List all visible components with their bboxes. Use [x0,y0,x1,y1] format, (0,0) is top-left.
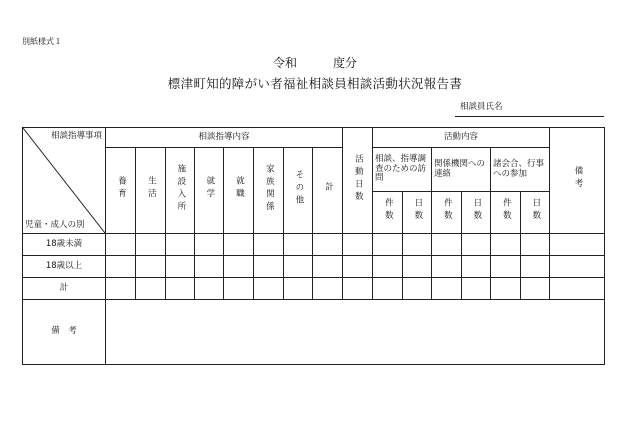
activity-report-table [22,127,605,365]
era-label: 令和 [272,56,297,70]
corner-cell [23,128,106,234]
counselor-name-label: 相談員氏名 [460,102,503,112]
count-label: 件数 [491,192,521,234]
days-label: 日数 [403,192,432,234]
guidance-item-2: 施設入所 [166,148,195,234]
guidance-content-header: 相談指導内容 [106,128,343,148]
corner-top-label: 相談指導事項 [50,131,102,141]
period-suffix: 度分 [333,56,358,70]
corner-bottom-label: 児童・成人の別 [25,219,85,230]
guidance-item-1: 生活 [136,148,166,234]
guidance-item-5: 家族関係 [254,148,284,234]
row-label-total: 計 [23,278,106,300]
corner-diagonal [23,128,105,233]
table-row [23,234,605,256]
row-label-18-and-over: 18歳以上 [23,256,106,278]
count-label: 件数 [373,192,403,234]
guidance-item-0: 養育 [106,148,136,234]
report-title: 標津町知的障がい者福祉相談員相談活動状況報告書 [167,76,463,91]
remarks-row-label: 備 考 [23,300,106,365]
days-label: 日数 [521,192,550,234]
activity-item-1: 関係機関への連絡 [432,148,491,192]
report-period [0,54,630,71]
header-row-1 [23,128,605,148]
table-row [23,278,605,300]
form-number: 別紙様式１ [22,37,62,46]
activity-item-2: 諸会合、行事への参加 [491,148,550,192]
guidance-item-3: 就学 [195,148,224,234]
header-row-2 [23,148,605,192]
guidance-item-6: その他 [284,148,313,234]
table-row [23,256,605,278]
activity-content-header: 活動内容 [373,128,550,148]
activity-days-header: 活動日数 [343,128,373,234]
remarks-column-header: 備考 [550,128,605,234]
days-label: 日数 [462,192,491,234]
activity-item-0: 相談、指導調査のための訪問 [373,148,432,192]
count-label: 件数 [432,192,462,234]
guidance-item-4: 就職 [224,148,254,234]
remarks-input-area [106,300,605,365]
row-label-under-18: 18歳未満 [23,234,106,256]
counselor-name-line [455,116,604,117]
guidance-total: 計 [313,148,343,234]
remarks-row [23,300,605,365]
